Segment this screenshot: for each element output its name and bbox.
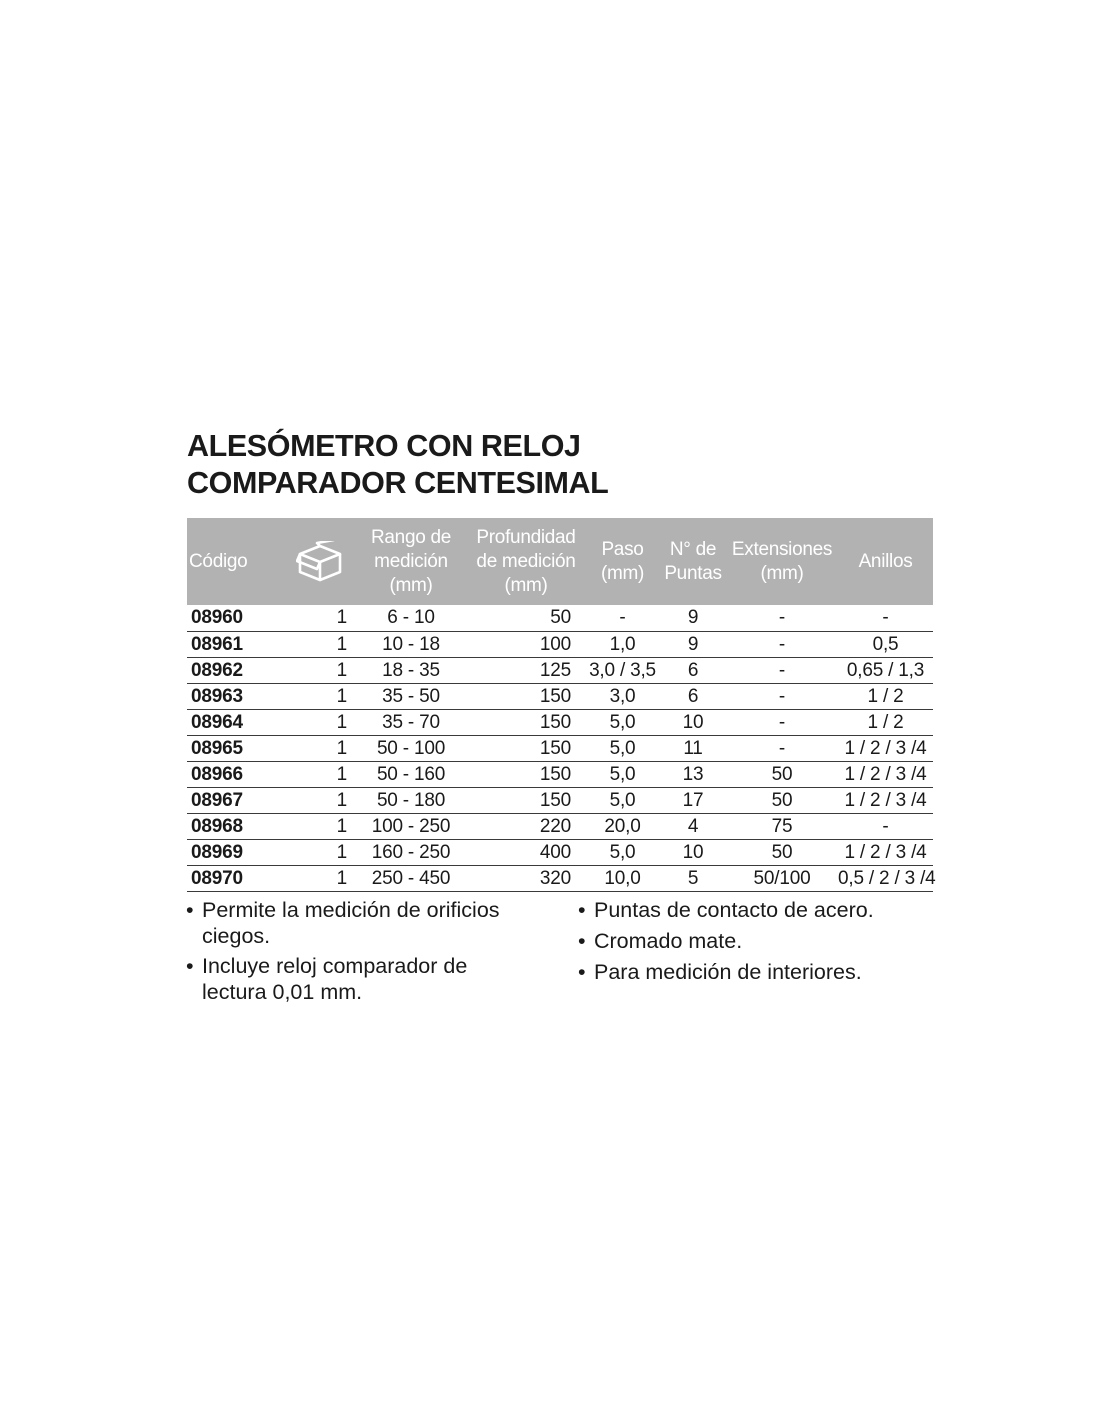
cell-step: 10,0 [585,865,660,891]
table-row [187,865,933,891]
page-title [187,428,887,502]
cell-depth: 150 [467,735,585,761]
cell-step: - [585,605,660,631]
cell-rings: 1 / 2 [838,709,933,735]
cell-rings: 1 / 2 / 3 /4 [838,787,933,813]
cell-code: 08970 [187,865,285,891]
cell-depth: 150 [467,761,585,787]
header-code [187,518,285,605]
cell-step: 3,0 [585,683,660,709]
cell-range: 100 - 250 [355,813,467,839]
cell-qty: 1 [285,735,355,761]
cell-qty: 1 [285,605,355,631]
cell-depth: 400 [467,839,585,865]
cell-points: 17 [660,787,726,813]
header-line: N° de [669,538,717,560]
cell-rings: 0,5 / 2 / 3 /4 [838,865,933,891]
table-row [187,605,933,631]
cell-points: 5 [660,865,726,891]
cell-points: 13 [660,761,726,787]
header-row [187,518,933,605]
cell-rings: - [838,605,933,631]
header-step [585,518,660,605]
header-range [355,518,467,605]
cell-points: 11 [660,735,726,761]
cell-qty: 1 [285,787,355,813]
cell-depth: 100 [467,631,585,657]
feature-note [578,897,958,923]
cell-range: 50 - 180 [355,787,467,813]
title-line-1: ALESÓMETRO CON RELOJ [187,429,581,463]
cell-qty: 1 [285,709,355,735]
cell-step: 5,0 [585,787,660,813]
cell-rings: 1 / 2 / 3 /4 [838,839,933,865]
feature-note [578,928,958,954]
cell-code: 08967 [187,787,285,813]
cell-step: 3,0 / 3,5 [585,657,660,683]
header-code-label: Código [189,550,248,572]
cell-range: 35 - 70 [355,709,467,735]
cell-range: 250 - 450 [355,865,467,891]
cell-range: 50 - 100 [355,735,467,761]
cell-points: 10 [660,709,726,735]
table-row [187,683,933,709]
header-line: Puntas [664,562,722,584]
cell-range: 160 - 250 [355,839,467,865]
header-line: Profundidad [476,526,576,548]
cell-extensions: - [726,657,838,683]
table-row [187,735,933,761]
cell-depth: 320 [467,865,585,891]
cell-step: 5,0 [585,735,660,761]
cell-extensions: - [726,631,838,657]
cell-step: 5,0 [585,839,660,865]
note-line: Para medición de interiores. [594,960,862,984]
cell-rings: 0,5 [838,631,933,657]
cell-extensions: 50 [726,787,838,813]
cell-qty: 1 [285,631,355,657]
cell-range: 50 - 160 [355,761,467,787]
header-line: Rango de [370,526,451,548]
header-line: Anillos [858,550,913,572]
cell-code: 08969 [187,839,285,865]
header-line: (mm) [600,562,645,584]
box-icon [296,541,344,583]
bullet-icon: • [578,960,586,984]
note-line: Permite la medición de orificios [202,898,500,922]
table-row [187,761,933,787]
table-row [187,813,933,839]
cell-rings: - [838,813,933,839]
cell-qty: 1 [285,839,355,865]
cell-step: 1,0 [585,631,660,657]
cell-extensions: - [726,709,838,735]
cell-extensions: - [726,735,838,761]
cell-extensions: 50 [726,839,838,865]
cell-rings: 0,65 / 1,3 [838,657,933,683]
cell-points: 9 [660,631,726,657]
note-line: ciegos. [202,924,271,948]
header-line: (mm) [389,574,433,596]
cell-depth: 220 [467,813,585,839]
cell-qty: 1 [285,683,355,709]
cell-qty: 1 [285,813,355,839]
header-package [285,518,355,605]
note-line: Cromado mate. [594,929,743,953]
feature-note [186,897,546,949]
table-body [187,605,936,891]
cell-extensions: - [726,605,838,631]
cell-extensions: 50 [726,761,838,787]
bullet-icon: • [186,898,194,922]
header-line: Extensiones [731,538,833,560]
header-depth [467,518,585,605]
bullet-icon: • [578,929,586,953]
cell-extensions: 75 [726,813,838,839]
title-line-2: COMPARADOR CENTESIMAL [187,466,609,500]
product-table [187,518,936,892]
cell-depth: 150 [467,787,585,813]
cell-code: 08962 [187,657,285,683]
cell-depth: 150 [467,709,585,735]
cell-code: 08965 [187,735,285,761]
cell-range: 18 - 35 [355,657,467,683]
cell-range: 6 - 10 [355,605,467,631]
cell-points: 6 [660,657,726,683]
cell-depth: 150 [467,683,585,709]
bullet-icon: • [186,954,194,978]
product-table-container [187,518,936,892]
note-line: lectura 0,01 mm. [202,980,363,1004]
header-line: de medición [476,550,576,572]
table-row [187,657,933,683]
table-header [187,518,933,605]
cell-extensions: - [726,683,838,709]
header-points [660,518,726,605]
note-line: Incluye reloj comparador de [202,954,468,978]
bullet-icon: • [578,898,586,922]
note-line: Puntas de contacto de acero. [594,898,874,922]
cell-points: 9 [660,605,726,631]
cell-rings: 1 / 2 / 3 /4 [838,761,933,787]
table-row [187,631,933,657]
cell-code: 08963 [187,683,285,709]
notes-right-column [578,897,958,990]
feature-note [186,953,546,1005]
cell-qty: 1 [285,657,355,683]
header-line: medición [374,550,448,572]
cell-rings: 1 / 2 / 3 /4 [838,735,933,761]
cell-rings: 1 / 2 [838,683,933,709]
cell-code: 08960 [187,605,285,631]
notes-left-column [186,897,546,1009]
cell-step: 5,0 [585,761,660,787]
header-line: Paso [601,538,644,560]
feature-note [578,959,958,985]
cell-code: 08961 [187,631,285,657]
cell-code: 08964 [187,709,285,735]
header-line: (mm) [760,562,804,584]
cell-code: 08966 [187,761,285,787]
cell-qty: 1 [285,761,355,787]
cell-points: 4 [660,813,726,839]
cell-depth: 50 [467,605,585,631]
cell-points: 6 [660,683,726,709]
header-line: (mm) [504,574,548,596]
cell-extensions: 50/100 [726,865,838,891]
cell-points: 10 [660,839,726,865]
cell-code: 08968 [187,813,285,839]
header-extensions [726,518,838,605]
table-row [187,709,933,735]
cell-depth: 125 [467,657,585,683]
cell-step: 20,0 [585,813,660,839]
table-row [187,787,933,813]
cell-range: 10 - 18 [355,631,467,657]
cell-range: 35 - 50 [355,683,467,709]
cell-qty: 1 [285,865,355,891]
header-rings [838,518,933,605]
table-row [187,839,933,865]
cell-step: 5,0 [585,709,660,735]
